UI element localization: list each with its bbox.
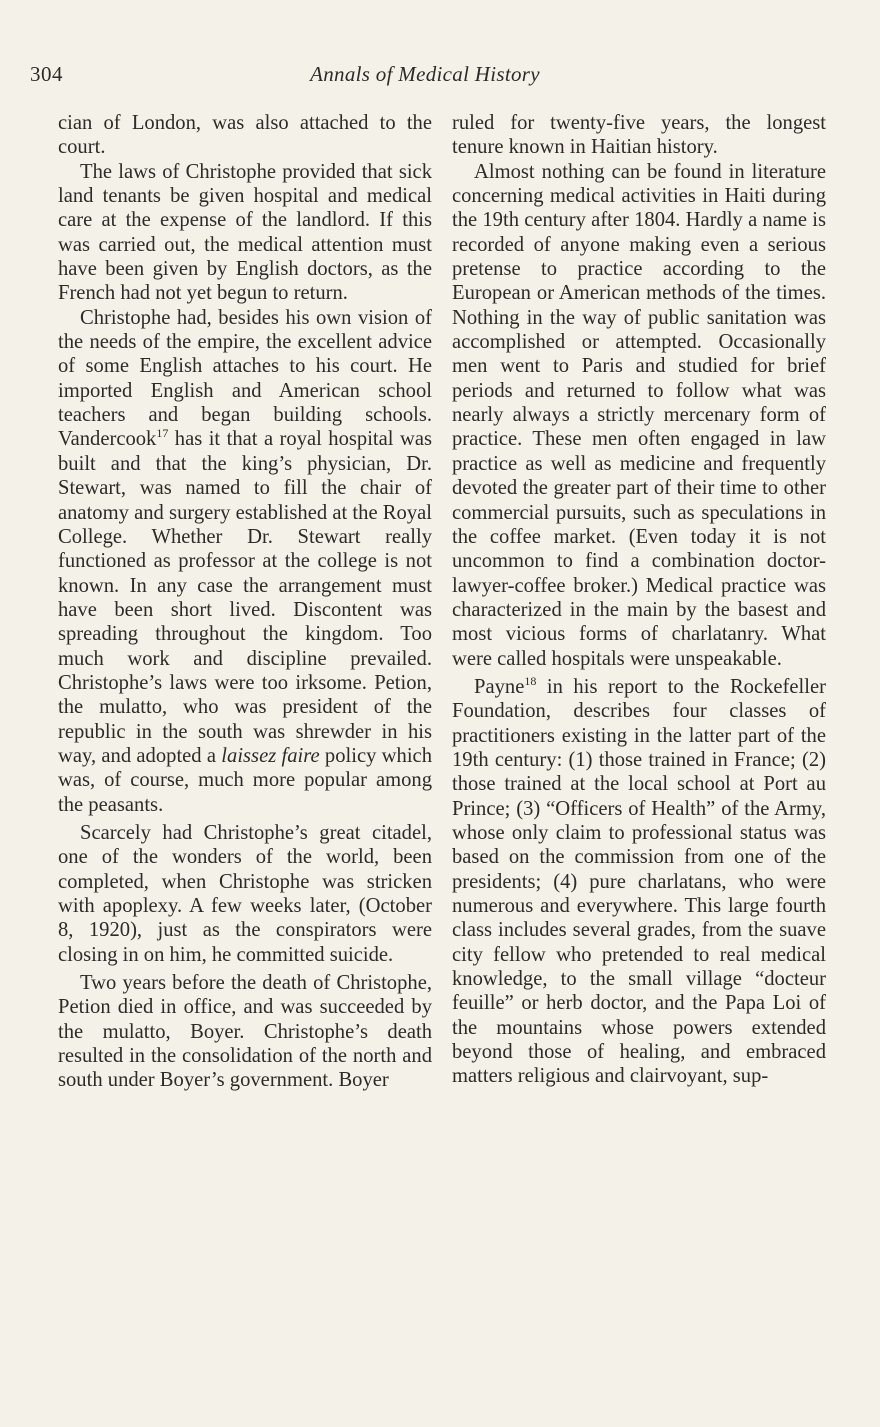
page-number: 304 bbox=[30, 62, 63, 86]
right-p3-text-b: in his report to the Rockefeller Foundation, describes four classes of practitioners existing in the latter part of the 19th century: (1) those trained in France; (2) those trained at the local school at Port au Prince; (3) “Officers of Health” of the Army, whose only claim to professional status was based on the commission from one of the presidents; (4) pure charlatans, who were numerous and everywhere. This large fourth class includes several grades, from the suave city fellow who pretended to real medical knowledge, to the small village “docteur feuille” or herb doctor, and the Papa Loi of the mountains whose powers extended beyond those of healing, and embraced matters religious and clairvoyant, sup- bbox=[452, 675, 826, 1088]
left-p3-italic: laissez faire bbox=[221, 744, 320, 767]
left-column bbox=[58, 111, 432, 1093]
right-paragraph-2: Almost nothing can be found in literature concerning medical activities in Haiti during the 19th century after 1804. Hardly a name is recorded of anyone making even a serious pretense to practice according to the European or American methods of the times. Nothing in the way of public sanitation was accomplished or attempted. Occasionally men went to Paris and studied for brief periods and returned to follow what was nearly always a strictly mercenary form of practice. These men often engaged in law practice as well as medicine and frequently devoted the greater part of their time to other commercial pursuits, such as speculations in the coffee market. (Even today it is not uncommon to find a combination doctor-lawyer-coffee broker.) Medical practice was characterized in the main by the basest and most vicious forms of charlatanry. What were called hospitals were unspeakable. bbox=[452, 160, 826, 670]
page-header bbox=[30, 62, 820, 92]
right-p3-text-a: Payne bbox=[474, 675, 525, 698]
left-paragraph-2: The laws of Christophe provided that sick land tenants be given hospital and medical care at the expense of the landlord. If this was carried out, the medical attention must have been given by English doctors, as the French had not yet begun to return. bbox=[58, 160, 432, 305]
right-paragraph-3 bbox=[452, 675, 826, 1089]
right-column bbox=[452, 111, 826, 1089]
left-p3-text-b: has it that a royal hospital was built and that the king’s physician, Dr. Stewart, was named to fill the chair of anatomy and surgery established at the Royal College. Whether Dr. Stewart really functioned as professor at the college is not known. In any case the arrangement must have been short lived. Discontent was spreading throughout the kingdom. Too much work and discipline prevailed. Christophe’s laws were too irksome. Petion, the mulatto, who was president of the republic in the south was shrewder in his way, and adopted a bbox=[58, 428, 432, 767]
footnote-ref-18: 18 bbox=[524, 673, 537, 688]
footnote-ref-17: 17 bbox=[156, 426, 169, 441]
left-p3-text-a: Christophe had, besides his own vision of the needs of the empire, the excellent advice of some English attaches to his court. He imported English and American school teachers and began building schools. Vandercook bbox=[58, 306, 432, 451]
left-paragraph-5: Two years before the death of Christophe, Petion died in office, and was succeeded by the mulatto, Boyer. Christophe’s death resulted in the consolidation of the north and south under Boyer’s government. Boyer bbox=[58, 972, 432, 1092]
left-p3-text-c: policy which was, of course, much more popular among the peasants. bbox=[58, 744, 432, 816]
running-title: Annals of Medical History bbox=[310, 62, 540, 86]
right-paragraph-1: ruled for twenty-five years, the longest tenure known in Haitian history. bbox=[452, 112, 826, 159]
left-paragraph-1: cian of London, was also attached to the court. bbox=[58, 112, 432, 159]
left-paragraph-3 bbox=[58, 306, 432, 817]
left-paragraph-4: Scarcely had Christophe’s great citadel, one of the wonders of the world, been completed, when Christophe was stricken with apoplexy. A few weeks later, (October 8, 1920), just as the conspirators were closing in on him, he committed suicide. bbox=[58, 821, 432, 966]
